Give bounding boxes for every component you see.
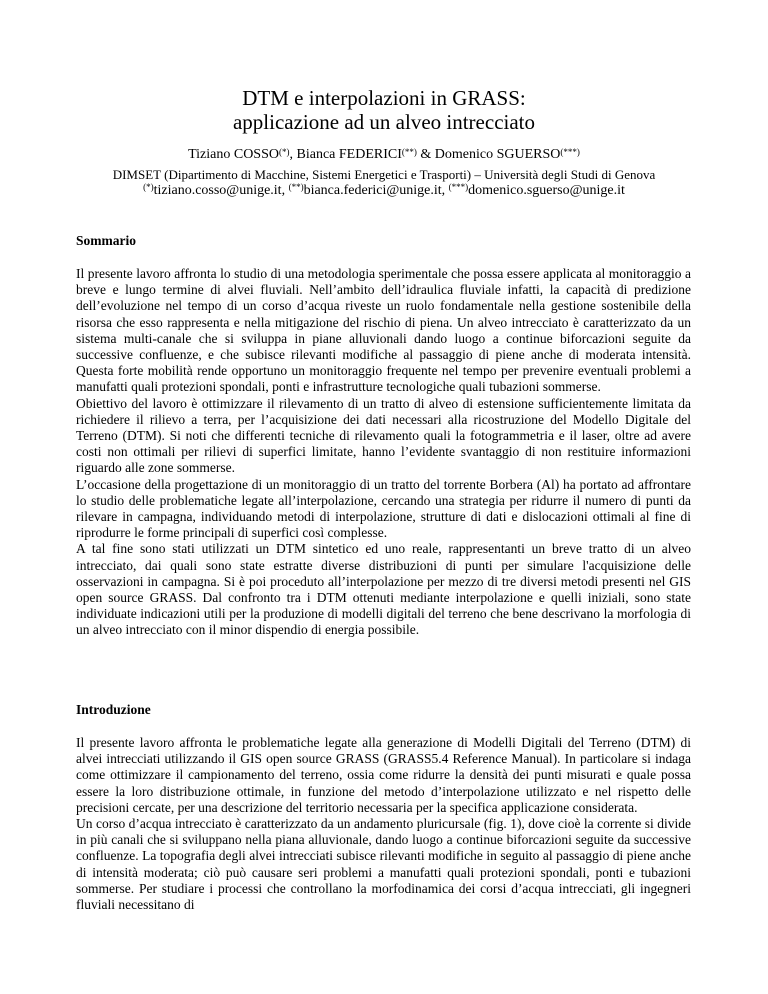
author-emails: [0, 182, 768, 199]
email-footnote-mark: (*): [143, 182, 154, 192]
author-list: [0, 146, 768, 164]
author-footnote-mark: (*): [279, 147, 290, 157]
introduction-body: [76, 735, 691, 913]
email-link[interactable]: domenico.sguerso@unige.it: [468, 183, 625, 198]
abstract-body: [76, 266, 691, 639]
paragraph: A tal fine sono stati utilizzati un DTM sintetico ed uno reale, rappresentanti un breve tratto di un alveo intrecciato, dai quali sono state estratte diverse distribuzioni di punti per simulare l'acquisizione delle osservazioni in campagna. Si è poi proceduto all’interpolazione per mezzo di tre diversi metodi presenti nel GIS open source GRASS. Dal confronto tra i DTM ottenuti mediante interpolazione e quelli iniziali, sono state individuate indicazioni utili per la produzione di modelli digitali del terreno che bene descrivano la morfologia di un alveo intrecciato con il minor dispendio di energia possibile.: [76, 541, 691, 638]
paragraph: Un corso d’acqua intrecciato è caratterizzato da un andamento pluricursale (fig. 1), dove cioè la corrente si divide in più canali che si sviluppano nella piana alluvionale, dando luogo a continue biforcazioni seguite da successive confluenze. La topografia degli alvei intrecciati subisce rilevanti modifiche in seguito al passaggio di piene anche di intensità moderata; ciò può causare seri problemi a manufatti quali protezioni spondali, ponti e tubazioni sommerse. Per studiare i processi che controllano la morfodinamica dei corsi d’acqua intrecciati, gli ingegneri fluviali necessitano di: [76, 816, 691, 913]
author-name: Bianca FEDERICI: [296, 147, 402, 162]
paper-title-line-1: DTM e interpolazioni in GRASS:: [242, 86, 526, 110]
email-link[interactable]: tiziano.cosso@unige.it,: [153, 183, 289, 198]
paragraph: L’occasione della progettazione di un monitoraggio di un tratto del torrente Borbera (Al) ha portato ad affrontare lo studio delle problematiche legate all’interpolazione, cercando una strategia per ridurre il numero di punti da rilevare in campagna, individuando metodi di interpolazione, strutture di dati e dislocazioni ottimali al fine di riprodurre le forme principali di superfici così complesse.: [76, 476, 691, 541]
paragraph: Il presente lavoro affronta lo studio di una metodologia sperimentale che possa essere applicata al monitoraggio a breve e lungo termine di alvei fluviali. Nell’ambito dell’idraulica fluviale infatti, la capacità di predizione dell’evoluzione nel tempo di un corso d’acqua riveste un ruolo fondamentale nella gestione sostenibile della risorsa che esso rappresenta e nella mitigazione del rischio di piena. Un alveo intrecciato è caratterizzato da un sistema multi-canale che si sviluppa in piane alluvionali dando luogo a continue biforcazioni seguite da successive confluenze, e che subisce rilevanti modifiche al passaggio di piene anche di moderata intensità. Questa forte mobilità rende opportuno un monitoraggio frequente nel tempo per prevenire eventuali problemi a manufatti quali protezioni spondali, ponti e infrastrutture tecnologiche quali tubazioni sommerse.: [76, 266, 691, 395]
author-separator: &: [416, 147, 435, 162]
author-separator: ,: [289, 147, 297, 162]
section-heading-introduzione: Introduzione: [76, 702, 151, 717]
email-footnote-mark: (***): [448, 182, 469, 192]
email-link[interactable]: bianca.federici@unige.it,: [303, 183, 449, 198]
email-footnote-mark: (**): [288, 182, 304, 192]
paragraph: Obiettivo del lavoro è ottimizzare il rilevamento di un tratto di alveo di estensione sufficientemente limitata da richiedere il rilievo a terra, per l’acquisizione dei dati necessari alla ricostruzione del Modello Digitale del Terreno (DTM). Si noti che differenti tecniche di rilevamento quali la fotogrammetria e il laser, oltre ad avere costi non ottimali per rilievi di superfici limitate, hanno l’evidente svantaggio di non restituire informazioni riguardo alle zone sommerse.: [76, 395, 691, 476]
affiliation: DIMSET (Dipartimento di Macchine, Sistemi Energetici e Trasporti) – Università degli Studi di Genova: [112, 167, 656, 182]
author-name: Tiziano COSSO: [188, 147, 279, 162]
section-heading-sommario: Sommario: [76, 233, 136, 248]
paper-title-line-2: applicazione ad un alveo intrecciato: [232, 110, 536, 134]
author-footnote-mark: (**): [401, 147, 417, 157]
author-name: Domenico SGUERSO: [434, 147, 561, 162]
paragraph: Il presente lavoro affronta le problematiche legate alla generazione di Modelli Digitali del Terreno (DTM) di alvei intrecciati utilizzando il GIS open source GRASS (GRASS5.4 Reference Manual). In particolare si indaga come ottimizzare il campionamento del terreno, ossia come ridurre la densità dei punti misurati e quale possa essere la loro distribuzione ottimale, in funzione del metodo d’interpolazione utilizzato e nel rispetto delle precisioni cercate, per una descrizione del territorio necessaria per la specifica applicazione considerata.: [76, 735, 691, 815]
author-footnote-mark: (***): [560, 147, 580, 157]
